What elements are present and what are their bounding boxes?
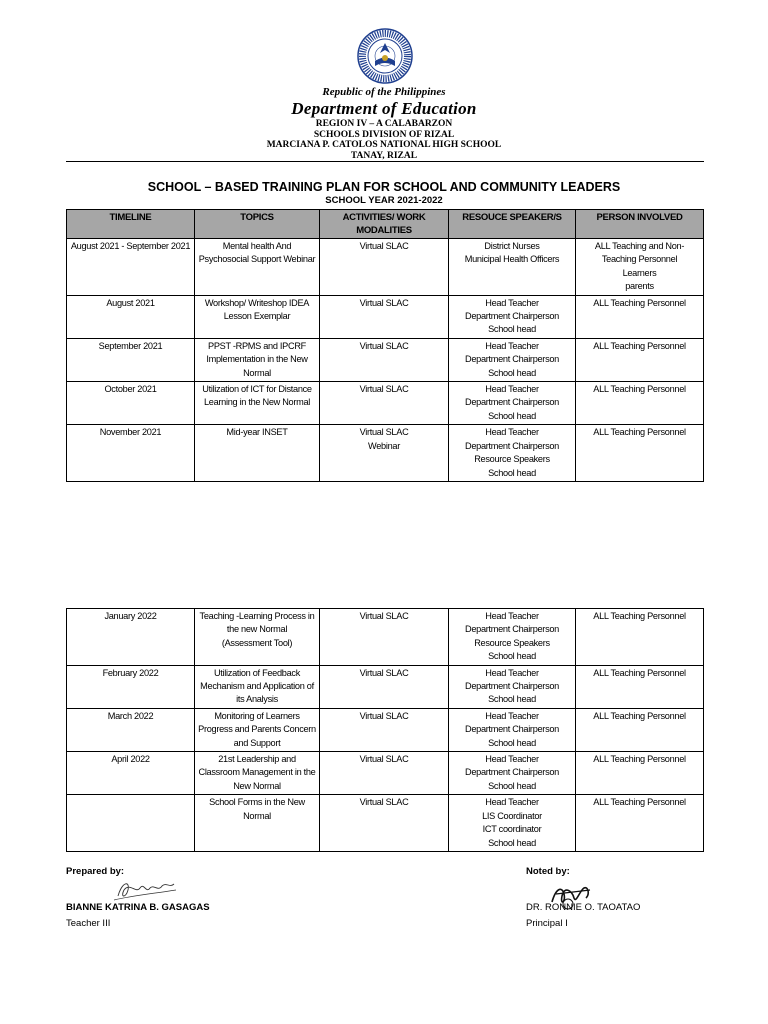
timeline-cell: September 2021 xyxy=(67,338,195,381)
resource-speaker-cell: District Nurses Municipal Health Officers xyxy=(449,239,576,296)
person-involved-cell: ALL Teaching Personnel xyxy=(576,708,704,751)
header-topics: TOPICS xyxy=(195,210,320,239)
activity-cell: Virtual SLAC xyxy=(320,239,449,296)
activity-cell: Virtual SLAC xyxy=(320,795,449,852)
header-person-involved: PERSON INVOLVED xyxy=(576,210,704,239)
prepared-by-label: Prepared by: xyxy=(66,866,125,877)
activity-cell: Virtual SLAC xyxy=(320,665,449,708)
table-row xyxy=(67,795,704,852)
department-name: Department of Education xyxy=(291,99,477,118)
resource-speaker-cell: Head Teacher Department Chairperson School head xyxy=(449,752,576,795)
table-row xyxy=(67,609,704,666)
timeline-cell: October 2021 xyxy=(67,382,195,425)
resource-speaker-cell: Head Teacher Department Chairperson School head xyxy=(449,338,576,381)
timeline-cell xyxy=(67,795,195,852)
resource-speaker-cell: Head Teacher Department Chairperson School head xyxy=(449,665,576,708)
person-involved-cell: ALL Teaching Personnel xyxy=(576,752,704,795)
location-line: TANAY, RIZAL xyxy=(350,151,418,161)
activity-cell: Virtual SLAC xyxy=(320,752,449,795)
timeline-cell: August 2021 xyxy=(67,295,195,338)
table-body xyxy=(67,239,704,482)
resource-speaker-cell: Head Teacher Department Chairperson Resource Speakers School head xyxy=(449,609,576,666)
table-header-row xyxy=(67,210,704,239)
person-involved-cell: ALL Teaching Personnel xyxy=(576,425,704,482)
person-involved-cell: ALL Teaching Personnel xyxy=(576,795,704,852)
table-row xyxy=(67,239,704,296)
topic-cell: Utilization of Feedback Mechanism and Application of its Analysis xyxy=(195,665,320,708)
person-involved-cell: ALL Teaching and Non-Teaching Personnel Learners parents xyxy=(576,239,704,296)
prepared-signature xyxy=(110,876,180,904)
person-involved-cell: ALL Teaching Personnel xyxy=(576,295,704,338)
prepared-by-name: BIANNE KATRINA B. GASAGAS xyxy=(66,902,210,913)
activity-cell: Virtual SLAC xyxy=(320,338,449,381)
activity-cell: Virtual SLAC xyxy=(320,609,449,666)
table-row xyxy=(67,665,704,708)
topic-cell: Mid-year INSET xyxy=(195,425,320,482)
timeline-cell: April 2022 xyxy=(67,752,195,795)
prepared-by-position: Teacher III xyxy=(66,918,111,929)
timeline-cell: November 2021 xyxy=(67,425,195,482)
person-involved-cell: ALL Teaching Personnel xyxy=(576,382,704,425)
person-involved-cell: ALL Teaching Personnel xyxy=(576,609,704,666)
table-row xyxy=(67,752,704,795)
region-line: REGION IV – A CALABARZON xyxy=(315,119,453,129)
noted-by-name: DR. RONNIE O. TAOATAO xyxy=(526,902,641,913)
timeline-cell: March 2022 xyxy=(67,708,195,751)
document-title: SCHOOL – BASED TRAINING PLAN FOR SCHOOL AND COMMUNITY LEADERS xyxy=(147,180,621,194)
topic-cell: Teaching -Learning Process in the new Normal (Assessment Tool) xyxy=(195,609,320,666)
noted-by-position: Principal I xyxy=(526,918,568,929)
topic-cell: PPST -RPMS and IPCRF Implementation in the New Normal xyxy=(195,338,320,381)
school-year: SCHOOL YEAR 2021-2022 xyxy=(325,195,443,206)
resource-speaker-cell: Head Teacher Department Chairperson School head xyxy=(449,708,576,751)
timeline-cell: January 2022 xyxy=(67,609,195,666)
header-activities: ACTIVITIES/ WORK MODALITIES xyxy=(320,210,449,239)
person-involved-cell: ALL Teaching Personnel xyxy=(576,338,704,381)
header-divider xyxy=(66,161,704,162)
person-involved-cell: ALL Teaching Personnel xyxy=(576,665,704,708)
republic-line: Republic of the Philippines xyxy=(322,86,446,98)
table-row xyxy=(67,425,704,482)
training-plan-table xyxy=(66,209,704,482)
activity-cell: Virtual SLAC Webinar xyxy=(320,425,449,482)
topic-cell: Monitoring of Learners Progress and Parents Concern and Support xyxy=(195,708,320,751)
table-row xyxy=(67,708,704,751)
training-plan-table-continued xyxy=(66,608,704,852)
table-body-continued xyxy=(67,609,704,852)
activity-cell: Virtual SLAC xyxy=(320,382,449,425)
topic-cell: Utilization of ICT for Distance Learning in the New Normal xyxy=(195,382,320,425)
timeline-cell: February 2022 xyxy=(67,665,195,708)
header-resource-speakers: RESOUCE SPEAKER/S xyxy=(449,210,576,239)
topic-cell: Mental health And Psychosocial Support Webinar xyxy=(195,239,320,296)
noted-by-label: Noted by: xyxy=(526,866,570,877)
resource-speaker-cell: Head Teacher Department Chairperson Resource Speakers School head xyxy=(449,425,576,482)
timeline-cell: August 2021 - September 2021 xyxy=(67,239,195,296)
topic-cell: 21st Leadership and Classroom Management in the New Normal xyxy=(195,752,320,795)
table-row xyxy=(67,338,704,381)
resource-speaker-cell: Head Teacher Department Chairperson School head xyxy=(449,382,576,425)
table-row xyxy=(67,382,704,425)
table-row xyxy=(67,295,704,338)
activity-cell: Virtual SLAC xyxy=(320,295,449,338)
header-timeline: TIMELINE xyxy=(67,210,195,239)
deped-seal-logo xyxy=(357,28,413,84)
topic-cell: Workshop/ Writeshop IDEA Lesson Exemplar xyxy=(195,295,320,338)
division-line: SCHOOLS DIVISION OF RIZAL xyxy=(313,130,455,140)
topic-cell: School Forms in the New Normal xyxy=(195,795,320,852)
school-line: MARCIANA P. CATOLOS NATIONAL HIGH SCHOOL xyxy=(266,140,502,150)
resource-speaker-cell: Head Teacher LIS Coordinator ICT coordinator School head xyxy=(449,795,576,852)
resource-speaker-cell: Head Teacher Department Chairperson School head xyxy=(449,295,576,338)
activity-cell: Virtual SLAC xyxy=(320,708,449,751)
